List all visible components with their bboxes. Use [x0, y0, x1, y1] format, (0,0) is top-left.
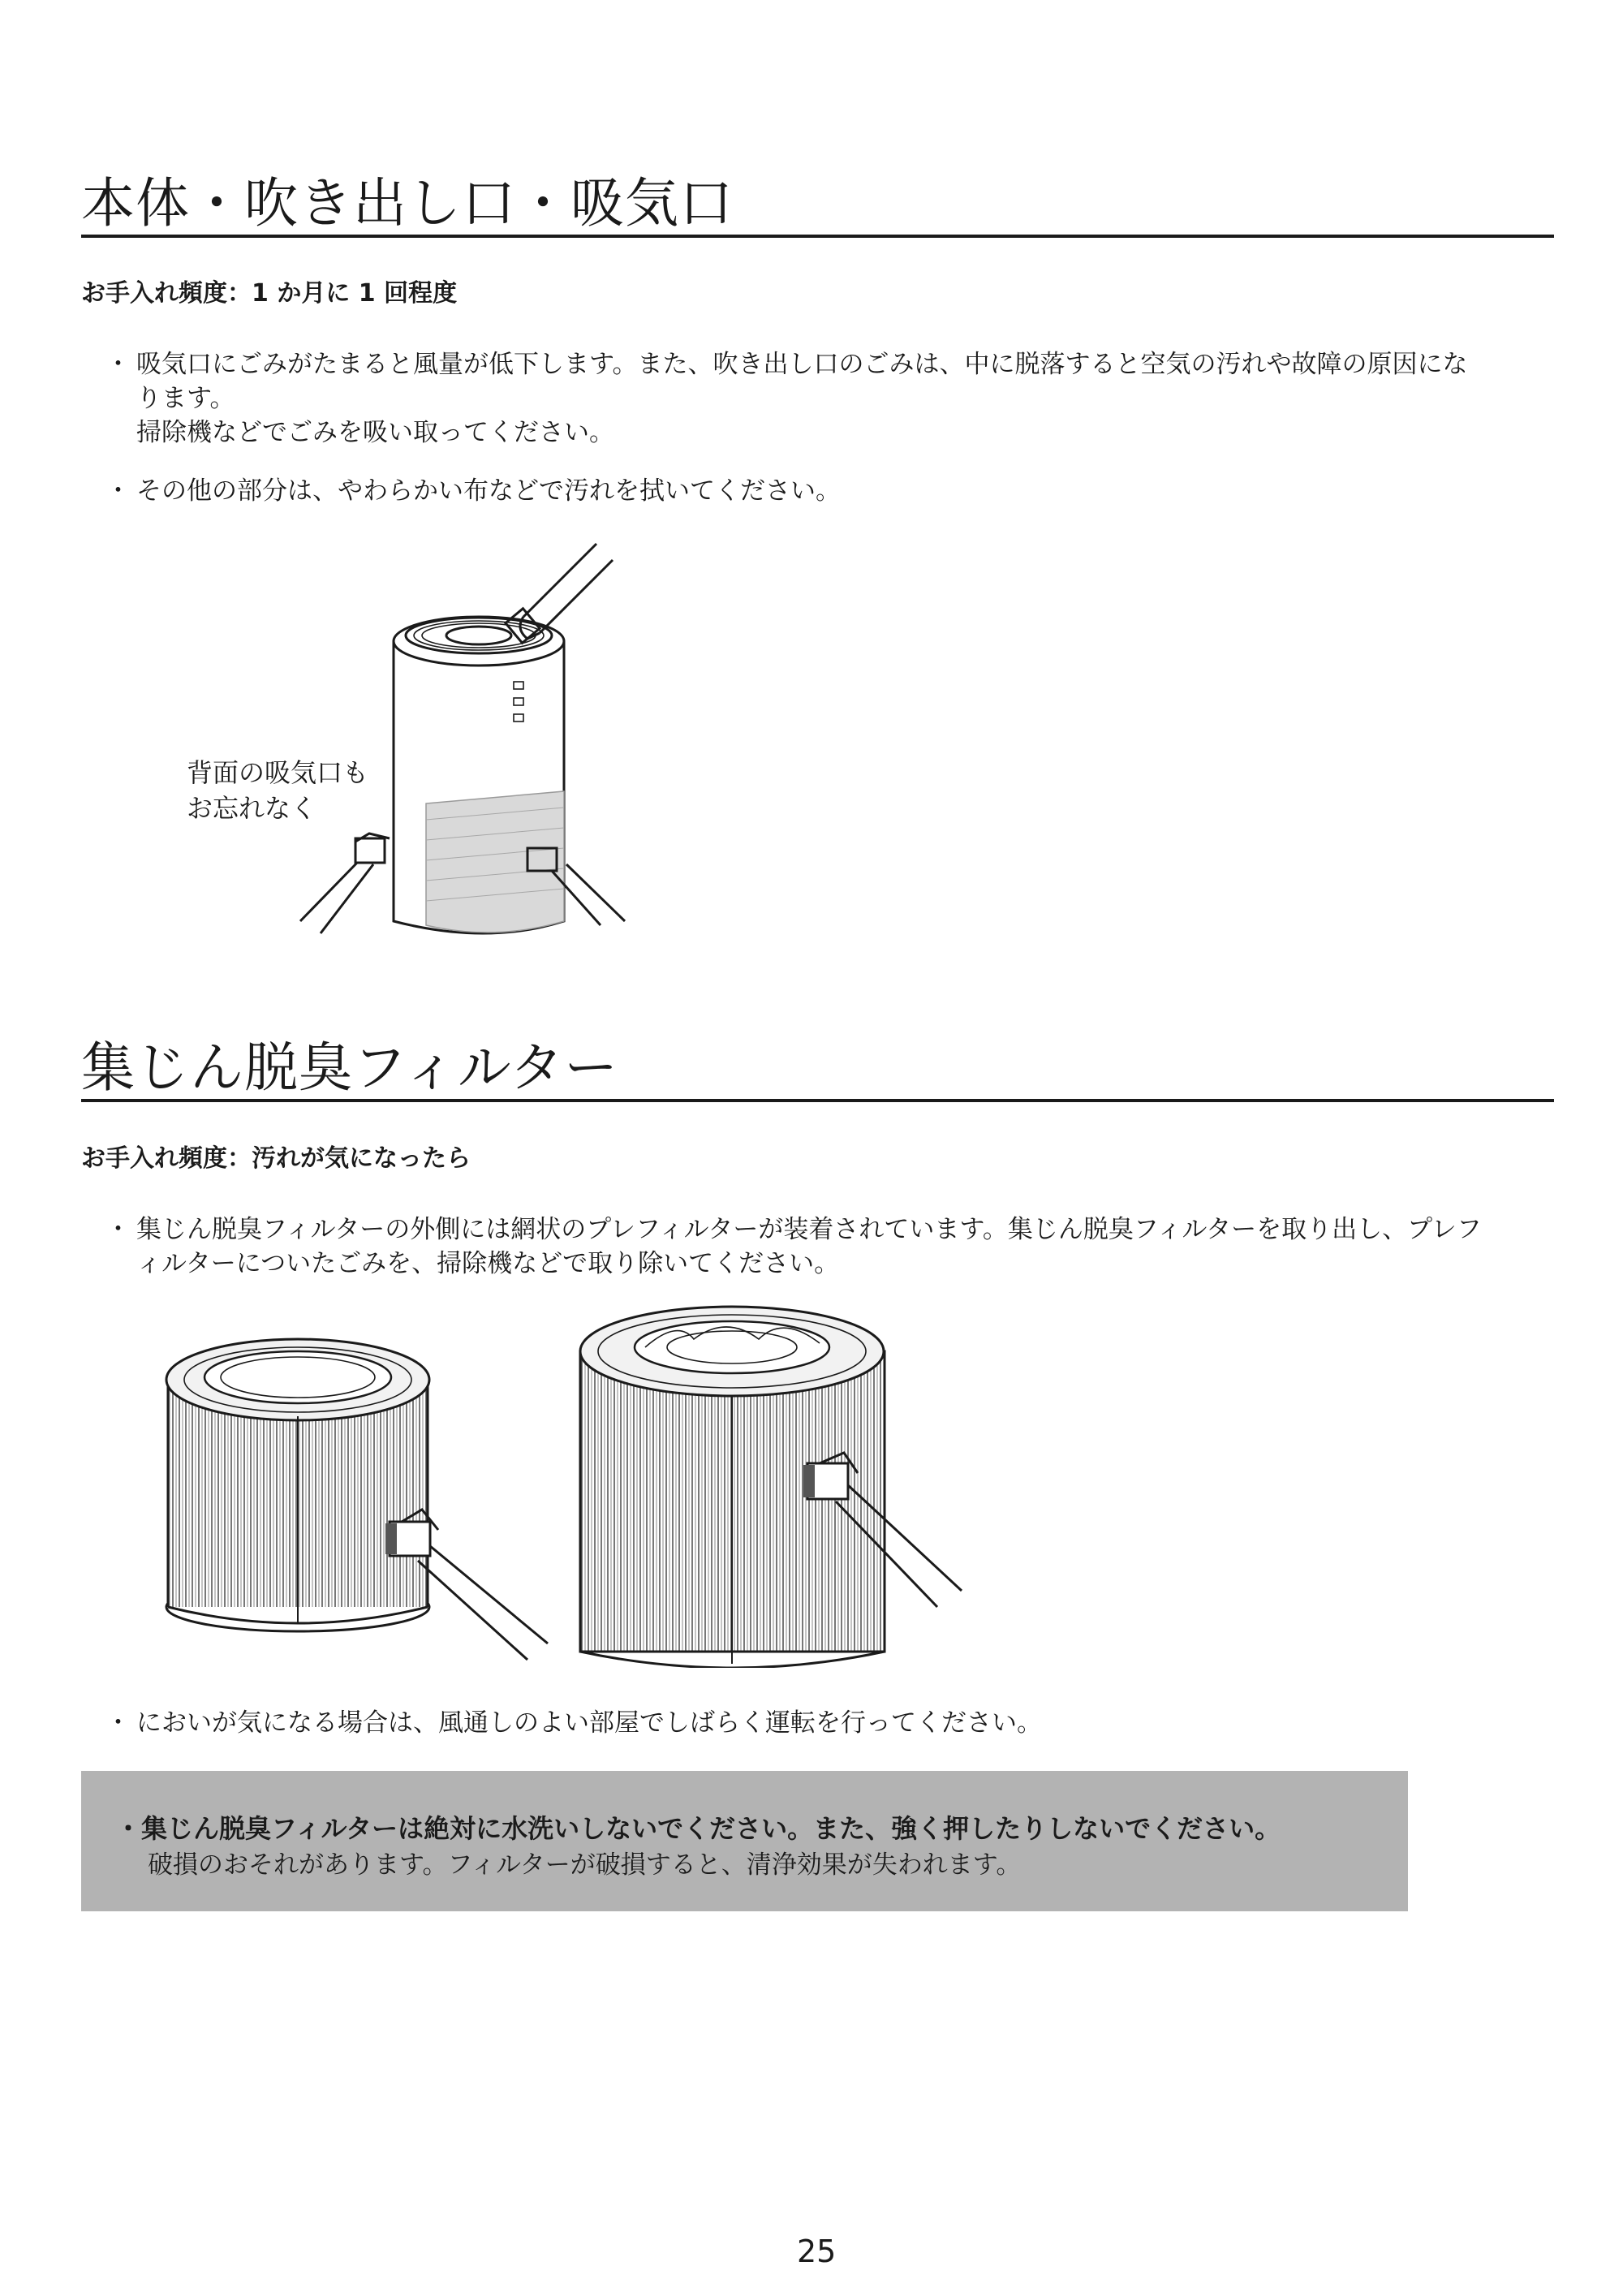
- bullet-line: 掃除機などでごみを吸い取ってください。: [136, 418, 614, 447]
- frequency-label: お手入れ頻度：汚れが気になったら: [81, 1144, 471, 1173]
- caption-line: お忘れなく: [187, 793, 317, 824]
- bullet-line: 集じん脱臭フィルターの外側には網状のプレフィルターが装着されています。集じん脱臭フィルターを取り出し、プレフ: [136, 1215, 1482, 1244]
- air-purifier-illustration: [292, 540, 665, 946]
- bullet-item: [105, 1706, 1558, 1742]
- filter-cylinder-illustration: [158, 1303, 1002, 1668]
- bullet-mark: ・: [105, 476, 131, 506]
- section-rule: [81, 1099, 1554, 1102]
- caution-notice: [81, 1771, 1408, 1911]
- bullet-mark: ・: [105, 350, 131, 379]
- frequency-label: お手入れ頻度：1 か月に 1 回程度: [81, 279, 458, 308]
- bullet-mark: ・: [115, 1813, 142, 1844]
- notice-line-bold: ・集じん脱臭フィルターは絶対に水洗いしないでください。また、強く押したりしないでください。: [115, 1813, 1281, 1844]
- bullet-line: においが気になる場合は、風通しのよい部屋でしばらく運転を行ってください。: [136, 1708, 1042, 1738]
- bullet-line: ります。: [136, 384, 235, 413]
- bullet-line: ィルターについたごみを、掃除機などで取り除いてください。: [136, 1249, 840, 1278]
- caption-line: 背面の吸気口も: [187, 757, 369, 788]
- bullet-item: [105, 347, 1558, 453]
- page-number: 25: [797, 2234, 837, 2269]
- notice-line: 破損のおそれがあります。フィルターが破損すると、清浄効果が失われます。: [148, 1850, 1022, 1880]
- section-title: 本体・吹き出し口・吸気口: [81, 172, 734, 235]
- bullet-line: その他の部分は、やわらかい布などで汚れを拭いてください。: [136, 476, 841, 506]
- section-title: 集じん脱臭フィルター: [81, 1036, 619, 1099]
- section-rule: [81, 235, 1554, 238]
- bullet-mark: ・: [105, 1708, 131, 1738]
- bullet-line: 吸気口にごみがたまると風量が低下します。また、吹き出し口のごみは、中に脱落すると空気の汚れや故障の原因にな: [136, 350, 1468, 379]
- bullet-mark: ・: [105, 1215, 131, 1244]
- bullet-item: [105, 474, 1558, 510]
- illustration-caption: [187, 755, 368, 826]
- bullet-item: [105, 1213, 1558, 1286]
